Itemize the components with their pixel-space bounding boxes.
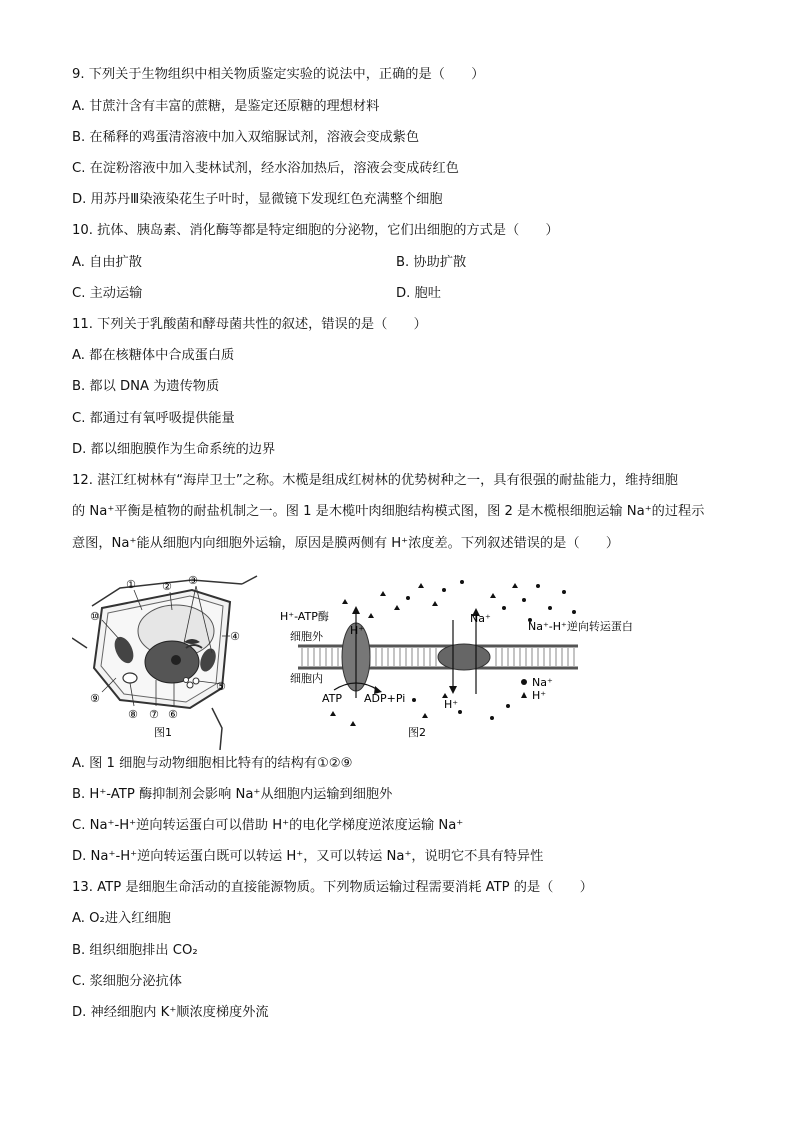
fig2-inside-label: 细胞内 — [290, 672, 323, 685]
fig2-h-top-label: H⁺ — [350, 624, 365, 637]
fig1-caption: 图1 — [154, 726, 172, 739]
q9-stem: 9. 下列关于生物组织中相关物质鉴定实验的说法中，正确的是（ ） — [72, 67, 485, 82]
q10-option-c: C. 主动运输 — [72, 286, 143, 301]
fig1-plant-cell-diagram — [72, 574, 257, 750]
fig1-label-8: ⑧ — [128, 708, 138, 721]
q11-option-a: A. 都在核糖体中合成蛋白质 — [72, 348, 235, 363]
q13-option-b: B. 组织细胞排出 CO₂ — [72, 943, 198, 958]
q12-stem-line3: 意图，Na⁺能从细胞内向细胞外运输，原因是膜两侧有 H⁺浓度差。下列叙述错误的是（ ） — [72, 536, 620, 551]
q13-option-c: C. 浆细胞分泌抗体 — [72, 974, 182, 989]
q12-stem-line2: 的 Na⁺平衡是植物的耐盐机制之一。图 1 是木榄叶肉细胞结构模式图，图 2 是木榄根细胞运输 Na⁺的过程示 — [72, 504, 705, 519]
q12-stem-line1: 12. 湛江红树林有“海岸卫士”之称。木榄是组成红树林的优势树种之一，具有很强的耐盐能力，维持细胞 — [72, 473, 678, 488]
fig2-caption: 图2 — [408, 726, 426, 739]
q12-figures — [72, 568, 732, 750]
fig2-legend-h: H⁺ — [532, 689, 547, 702]
fig1-label-6: ⑥ — [168, 708, 178, 721]
q9-option-b: B. 在稀释的鸡蛋清溶液中加入双缩脲试剂，溶液会变成紫色 — [72, 130, 420, 145]
fig2-atpase-label: H⁺-ATP酶 — [280, 610, 329, 623]
q10-stem: 10. 抗体、胰岛素、消化酶等都是特定细胞的分泌物，它们出细胞的方式是（ ） — [72, 223, 559, 238]
fig2-atp-label: ATP — [322, 692, 343, 705]
q12-option-c: C. Na⁺-H⁺逆向转运蛋白可以借助 H⁺的电化学梯度逆浓度运输 Na⁺ — [72, 818, 464, 833]
fig1-label-9: ⑨ — [90, 692, 100, 705]
fig1-label-3: ③ — [188, 574, 198, 587]
q9-option-d: D. 用苏丹Ⅲ染液染花生子叶时，显微镜下发现红色充满整个细胞 — [72, 192, 443, 207]
fig2-transport-diagram — [280, 580, 633, 739]
q12-option-b: B. H⁺-ATP 酶抑制剂会影响 Na⁺从细胞内运输到细胞外 — [72, 787, 393, 802]
fig2-adp-label: ADP+Pi — [364, 692, 406, 705]
q11-option-b: B. 都以 DNA 为遗传物质 — [72, 379, 220, 394]
q9-option-c: C. 在淀粉溶液中加入斐林试剂，经水浴加热后，溶液会变成砖红色 — [72, 161, 459, 176]
fig2-antiporter-label: Na⁺-H⁺逆向转运蛋白 — [528, 620, 633, 633]
q10-option-b: B. 协助扩散 — [396, 255, 467, 270]
fig2-legend-na: Na⁺ — [532, 676, 553, 689]
q13-stem: 13. ATP 是细胞生命活动的直接能源物质。下列物质运输过程需要消耗 ATP 的是（ ） — [72, 880, 593, 895]
q11-stem: 11. 下列关于乳酸菌和酵母菌共性的叙述，错误的是（ ） — [72, 317, 427, 332]
q13-option-a: A. O₂进入红细胞 — [72, 911, 171, 926]
fig2-na-top-label: Na⁺ — [470, 612, 491, 625]
q9-option-a: A. 甘蔗汁含有丰富的蔗糖，是鉴定还原糖的理想材料 — [72, 99, 380, 114]
q12-option-d: D. Na⁺-H⁺逆向转运蛋白既可以转运 H⁺，又可以转运 Na⁺，说明它不具有特异性 — [72, 849, 544, 864]
q10-option-d: D. 胞吐 — [396, 286, 441, 301]
q10-option-a: A. 自由扩散 — [72, 255, 142, 270]
q11-option-d: D. 都以细胞膜作为生命系统的边界 — [72, 442, 276, 457]
fig1-label-5: ⑤ — [216, 680, 226, 693]
q13-option-d: D. 神经细胞内 K⁺顺浓度梯度外流 — [72, 1005, 269, 1020]
fig2-outside-label: 细胞外 — [290, 630, 323, 643]
fig1-label-10: ⑩ — [90, 610, 100, 623]
q11-option-c: C. 都通过有氧呼吸提供能量 — [72, 411, 235, 426]
fig1-label-2: ② — [162, 580, 172, 593]
fig1-label-4: ④ — [230, 630, 240, 643]
fig1-label-1: ① — [126, 578, 136, 591]
fig2-h-bottom-label: H⁺ — [444, 698, 459, 711]
fig1-label-7: ⑦ — [149, 708, 159, 721]
q12-option-a: A. 图 1 细胞与动物细胞相比特有的结构有①②⑨ — [72, 756, 353, 771]
